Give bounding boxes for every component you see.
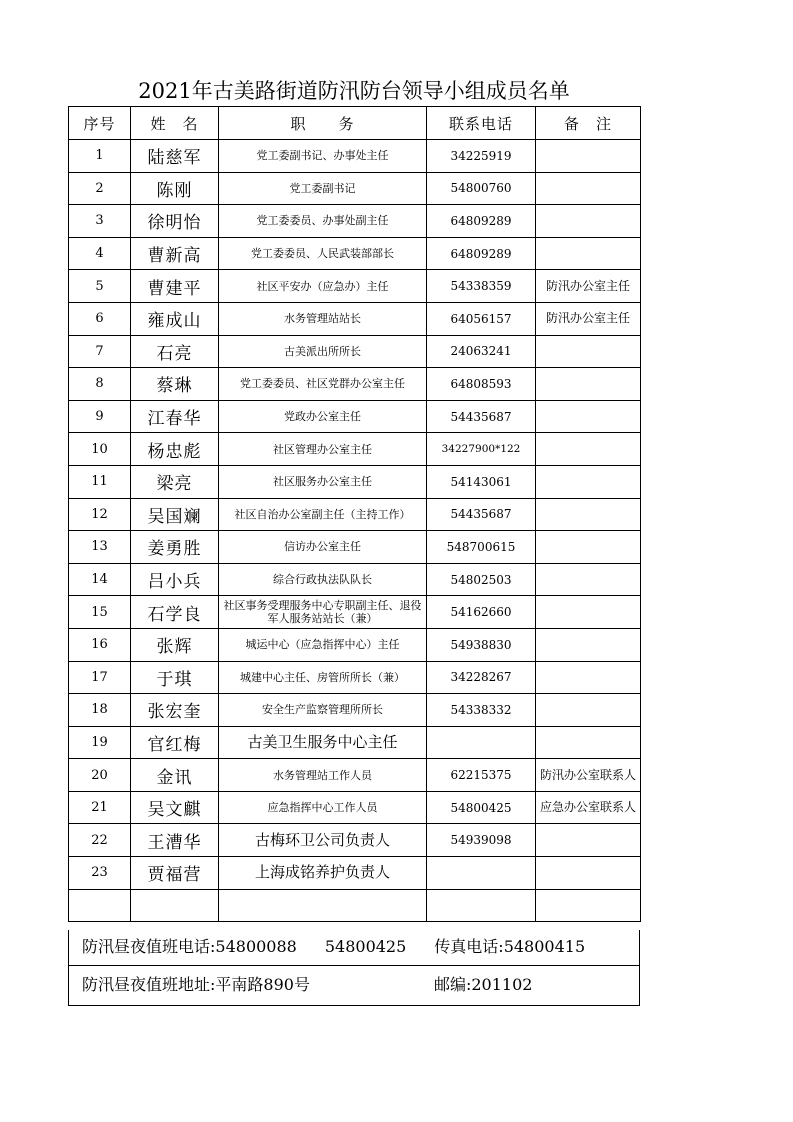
row-index: 2	[69, 172, 131, 205]
row-position: 信访办公室主任	[219, 531, 427, 564]
row-index: 14	[69, 563, 131, 596]
duty-phone-1: 54800088	[215, 937, 297, 956]
row-phone	[427, 889, 536, 922]
row-phone: 54800760	[427, 172, 536, 205]
table-row	[69, 368, 641, 401]
table-header-row	[69, 107, 641, 140]
row-note	[536, 140, 641, 173]
row-index: 1	[69, 140, 131, 173]
table-row	[69, 759, 641, 792]
table-row	[69, 628, 641, 661]
member-table	[68, 106, 641, 922]
row-position	[219, 889, 427, 922]
row-position: 综合行政执法队队长	[219, 563, 427, 596]
row-name: 曹建平	[131, 270, 219, 303]
row-note	[536, 237, 641, 270]
row-position: 社区自治办公室副主任（主持工作）	[219, 498, 427, 531]
row-index: 8	[69, 368, 131, 401]
row-position: 党政办公室主任	[219, 400, 427, 433]
table-row	[69, 694, 641, 727]
row-name: 徐明怡	[131, 205, 219, 238]
row-phone	[427, 857, 536, 890]
row-name: 张辉	[131, 628, 219, 661]
duty-address-line	[68, 966, 640, 1006]
row-note	[536, 694, 641, 727]
row-name	[131, 889, 219, 922]
row-position: 社区事务受理服务中心专职副主任、退役军人服务站站长（兼）	[219, 596, 427, 629]
row-phone: 54338359	[427, 270, 536, 303]
row-name: 张宏奎	[131, 694, 219, 727]
row-name: 吴文麒	[131, 791, 219, 824]
row-phone: 54143061	[427, 465, 536, 498]
row-name: 石学良	[131, 596, 219, 629]
row-phone: 34228267	[427, 661, 536, 694]
row-index: 17	[69, 661, 131, 694]
row-position: 党工委委员、办事处副主任	[219, 205, 427, 238]
duty-phone-line	[68, 930, 640, 966]
row-position: 社区服务办公室主任	[219, 465, 427, 498]
row-name: 雍成山	[131, 302, 219, 335]
row-index: 12	[69, 498, 131, 531]
row-note	[536, 172, 641, 205]
header-note: 备 注	[536, 107, 641, 140]
duty-phone-label: 防汛昼夜值班电话:	[82, 937, 216, 956]
row-position: 城建中心主任、房管所所长（兼）	[219, 661, 427, 694]
row-name: 曹新高	[131, 237, 219, 270]
table-row	[69, 824, 641, 857]
row-phone: 54338332	[427, 694, 536, 727]
row-name: 吴国斓	[131, 498, 219, 531]
row-name: 金讯	[131, 759, 219, 792]
row-index: 4	[69, 237, 131, 270]
row-phone: 54435687	[427, 498, 536, 531]
row-name: 官红梅	[131, 726, 219, 759]
row-index: 16	[69, 628, 131, 661]
table-row	[69, 335, 641, 368]
table-row	[69, 205, 641, 238]
row-position: 安全生产监察管理所所长	[219, 694, 427, 727]
header-position: 职 务	[219, 107, 427, 140]
row-name: 贾福营	[131, 857, 219, 890]
fax-label: 传真电话:	[434, 937, 504, 956]
row-index: 3	[69, 205, 131, 238]
address-value: 平南路890号	[215, 975, 310, 994]
row-phone: 548700615	[427, 531, 536, 564]
row-phone: 54939098	[427, 824, 536, 857]
table-row	[69, 857, 641, 890]
row-note	[536, 824, 641, 857]
table-row	[69, 400, 641, 433]
row-phone: 64056157	[427, 302, 536, 335]
row-position: 古美卫生服务中心主任	[219, 726, 427, 759]
table-row	[69, 237, 641, 270]
row-index: 20	[69, 759, 131, 792]
row-name: 吕小兵	[131, 563, 219, 596]
table-row	[69, 596, 641, 629]
row-note: 应急办公室联系人	[536, 791, 641, 824]
table-row	[69, 270, 641, 303]
table-row	[69, 661, 641, 694]
row-note	[536, 857, 641, 890]
row-name: 于琪	[131, 661, 219, 694]
postcode-value: 201102	[471, 975, 533, 994]
row-phone: 54938830	[427, 628, 536, 661]
row-index: 9	[69, 400, 131, 433]
table-row	[69, 563, 641, 596]
row-note	[536, 726, 641, 759]
row-index: 13	[69, 531, 131, 564]
header-name: 姓 名	[131, 107, 219, 140]
table-row	[69, 140, 641, 173]
row-name: 蔡琳	[131, 368, 219, 401]
row-position: 上海成铭养护负责人	[219, 857, 427, 890]
row-name: 陆慈军	[131, 140, 219, 173]
row-note	[536, 889, 641, 922]
row-position: 水务管理站工作人员	[219, 759, 427, 792]
row-position: 社区管理办公室主任	[219, 433, 427, 466]
row-note: 防汛办公室主任	[536, 270, 641, 303]
table-row	[69, 433, 641, 466]
row-name: 杨忠彪	[131, 433, 219, 466]
row-position: 党工委委员、人民武装部部长	[219, 237, 427, 270]
address-label: 防汛昼夜值班地址:	[82, 975, 216, 994]
fax-number: 54800415	[503, 937, 586, 956]
row-phone: 34225919	[427, 140, 536, 173]
row-position: 古美派出所所长	[219, 335, 427, 368]
row-note	[536, 205, 641, 238]
row-position: 水务管理站站长	[219, 302, 427, 335]
row-position: 古梅环卫公司负责人	[219, 824, 427, 857]
postcode-label: 邮编:	[433, 975, 472, 994]
row-name: 江春华	[131, 400, 219, 433]
row-position: 城运中心（应急指挥中心）主任	[219, 628, 427, 661]
row-phone: 54802503	[427, 563, 536, 596]
row-position: 党工委委员、社区党群办公室主任	[219, 368, 427, 401]
table-row	[69, 531, 641, 564]
document-title: 2021年古美路街道防汛防台领导小组成员名单	[138, 79, 570, 103]
row-index: 19	[69, 726, 131, 759]
row-note	[536, 563, 641, 596]
row-index: 10	[69, 433, 131, 466]
row-note: 防汛办公室联系人	[536, 759, 641, 792]
row-phone: 64808593	[427, 368, 536, 401]
row-note	[536, 531, 641, 564]
row-index: 22	[69, 824, 131, 857]
row-position: 党工委副书记	[219, 172, 427, 205]
duty-phone-2: 54800425	[324, 937, 407, 956]
row-note	[536, 465, 641, 498]
row-note	[536, 596, 641, 629]
row-name: 王漕华	[131, 824, 219, 857]
row-note	[536, 368, 641, 401]
row-phone: 54800425	[427, 791, 536, 824]
row-position: 党工委副书记、办事处主任	[219, 140, 427, 173]
row-note	[536, 400, 641, 433]
row-name: 梁亮	[131, 465, 219, 498]
row-index: 7	[69, 335, 131, 368]
row-name: 陈刚	[131, 172, 219, 205]
header-phone: 联系电话	[427, 107, 536, 140]
row-note	[536, 628, 641, 661]
row-phone: 62215375	[427, 759, 536, 792]
table-row	[69, 302, 641, 335]
row-phone: 24063241	[427, 335, 536, 368]
table-row	[69, 726, 641, 759]
row-index: 6	[69, 302, 131, 335]
row-phone: 64809289	[427, 205, 536, 238]
row-index: 23	[69, 857, 131, 890]
row-index: 11	[69, 465, 131, 498]
table-row	[69, 498, 641, 531]
row-note	[536, 661, 641, 694]
row-position: 社区平安办（应急办）主任	[219, 270, 427, 303]
row-index: 5	[69, 270, 131, 303]
table-row	[69, 889, 641, 922]
row-phone: 54162660	[427, 596, 536, 629]
row-note: 防汛办公室主任	[536, 302, 641, 335]
table-row	[69, 465, 641, 498]
row-name: 石亮	[131, 335, 219, 368]
table-row	[69, 791, 641, 824]
row-index	[69, 889, 131, 922]
row-position: 应急指挥中心工作人员	[219, 791, 427, 824]
table-row	[69, 172, 641, 205]
row-phone: 34227900*122	[427, 433, 536, 466]
row-note	[536, 433, 641, 466]
row-index: 18	[69, 694, 131, 727]
row-note	[536, 335, 641, 368]
row-phone: 54435687	[427, 400, 536, 433]
header-index: 序号	[69, 107, 131, 140]
row-index: 21	[69, 791, 131, 824]
row-phone	[427, 726, 536, 759]
row-note	[536, 498, 641, 531]
row-index: 15	[69, 596, 131, 629]
row-phone: 64809289	[427, 237, 536, 270]
row-name: 姜勇胜	[131, 531, 219, 564]
